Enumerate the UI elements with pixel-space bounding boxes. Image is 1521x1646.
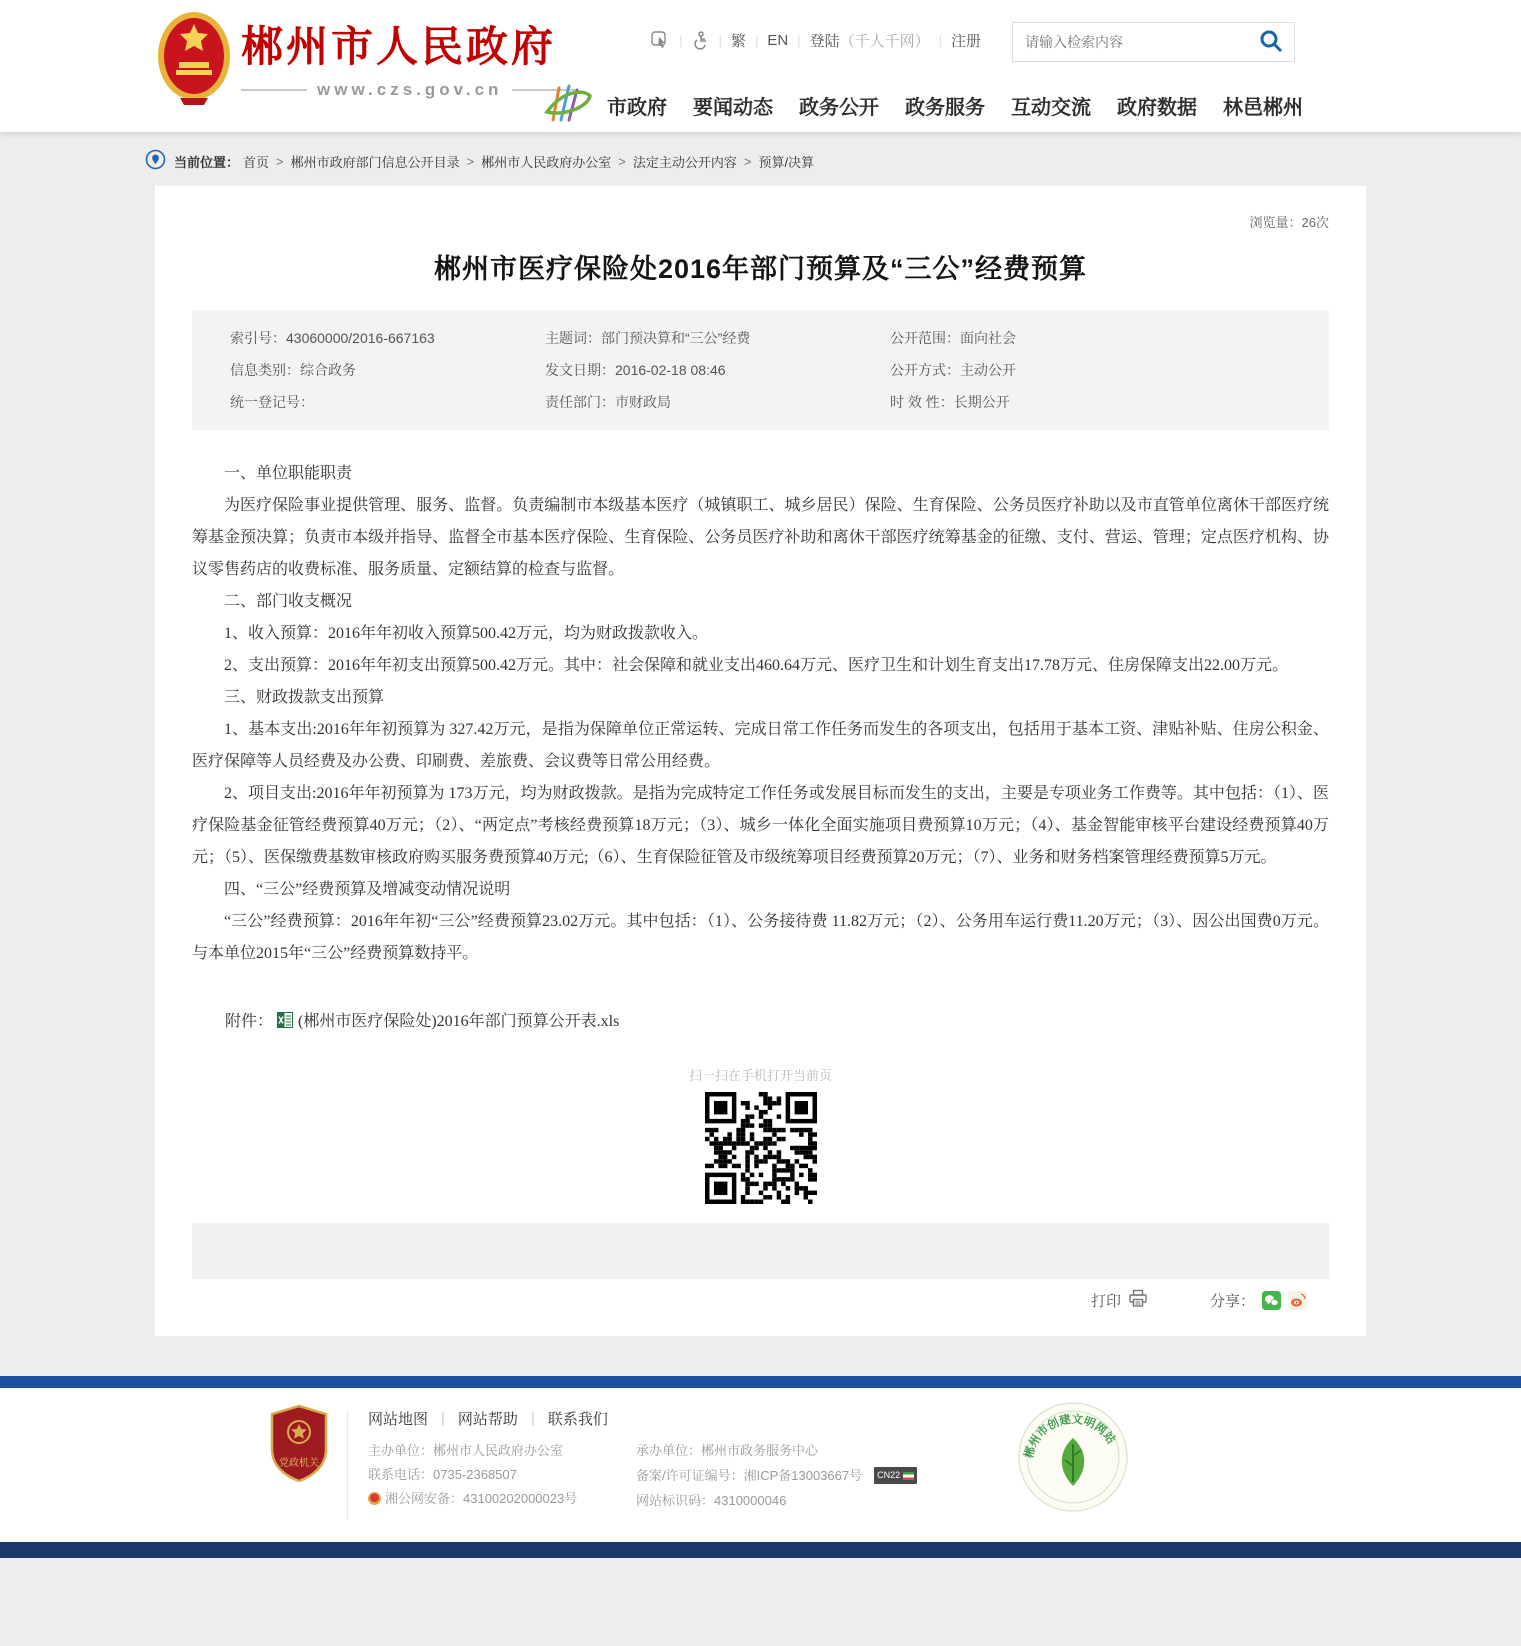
- english-link[interactable]: EN: [767, 32, 789, 49]
- civilized-website-badge: [1016, 1400, 1130, 1519]
- site-logo: [155, 10, 578, 111]
- search-box: [1012, 22, 1295, 62]
- breadcrumb-directory[interactable]: 郴州市政府部门信息公开目录: [290, 154, 460, 170]
- separator: |: [754, 33, 759, 48]
- meta-field-index-no: 索引号：43060000/2016-667163: [230, 330, 435, 346]
- article-paragraph: 1、基本支出:2016年年初预算为 327.42万元，是指为保障单位正常运转、完成日常工作任务而发生的各项支出，包括用于基本工资、津贴补贴、住房公积金、医疗保障等人员经费及办公费、印刷费、差旅费、会议费等日常公用经费。: [192, 721, 1329, 770]
- gov-badge-text: 党政机关: [279, 1458, 319, 1469]
- search-icon: [1258, 28, 1284, 57]
- footer-link-sitemap[interactable]: 网站地图: [368, 1411, 429, 1428]
- footer-phone: 联系电话：0735-2368507: [368, 1467, 517, 1482]
- footer-links: [368, 1408, 917, 1429]
- nav-item-interaction[interactable]: 互动交流: [1011, 97, 1091, 119]
- separator: |: [679, 33, 683, 48]
- separator: |: [938, 33, 942, 48]
- breadcrumb-label: 当前位置：: [174, 154, 240, 170]
- separator: |: [441, 1410, 445, 1427]
- article-paragraph: 二、部门收支概况: [224, 593, 353, 610]
- site-header: [0, 0, 1521, 132]
- article-card: [155, 186, 1366, 1336]
- accessibility-icon[interactable]: [692, 31, 710, 50]
- site-url-row: [241, 80, 578, 100]
- bottom-bar: [0, 1542, 1521, 1558]
- meta-field-date: 发文日期：2016-02-18 08:46: [545, 362, 726, 378]
- breadcrumb-home[interactable]: 首页: [243, 154, 270, 170]
- main-nav: [543, 82, 1329, 129]
- attachment-row: [225, 1008, 1329, 1031]
- article-paragraph: 2、项目支出:2016年年初预算为 173万元，均为财政拨款。是指为完成特定工作任务或发展目标而发生的支出，主要是专项业务工作费等。其中包括：（1）、医疗保险基金征管经费预算40万元；（2）、“两定点”考核经费预算18万元；（3）、城乡一体化全面实施项目费预算10万元；（4）、基金智能审核平台建设经费预算40万元；（5）、医保缴费基数审核政府购买服务费预算40万元;（6）、生育保险征管及市级统筹项目经费预算20万元；（7）、业务和财务档案管理经费预算5万元。: [192, 785, 1329, 866]
- footer-icp: 备案/许可证编号：湘ICP备13003667号 CN22: [636, 1467, 917, 1484]
- separator: >: [466, 153, 475, 169]
- article-paragraph: 一、单位职能职责: [224, 465, 353, 482]
- separator: |: [530, 1410, 535, 1427]
- meta-field-validity: 时 效 性：长期公开: [890, 394, 1010, 410]
- divider: [347, 1410, 348, 1520]
- footer-main: [368, 1408, 917, 1508]
- decor-line: [241, 89, 307, 91]
- breadcrumb-budget[interactable]: 预算/决算: [758, 154, 815, 170]
- separator: >: [618, 153, 626, 169]
- brand-mark-icon: [543, 82, 593, 129]
- register-link[interactable]: 注册: [950, 33, 981, 50]
- national-emblem-logo: [155, 10, 233, 111]
- meta-table: [192, 310, 1329, 430]
- print-label: 打印: [1090, 1293, 1121, 1310]
- cn22-badge[interactable]: CN22: [874, 1467, 917, 1484]
- qr-area: [192, 1065, 1329, 1209]
- breadcrumb-office[interactable]: 郴州市人民政府办公室: [481, 154, 612, 170]
- article-paragraph: 为医疗保险事业提供管理、服务、监督。负责编制市本级基本医疗（城镇职工、城乡居民）保险、生育保险、公务员医疗补助以及市直管单位离休干部医疗统筹基金预决算；负责市本级并指导、监督全市基本医疗保险、生育保险、公务员医疗补助和离休干部医疗统筹基金的征缴、支付、营运、管理；定点医疗机构、协议零售药店的收费标准、服务质量、定额结算的检查与监督。: [192, 497, 1329, 578]
- attachment-link[interactable]: (郴州市医疗保险处)2016年部门预算公开表.xls: [298, 1013, 620, 1030]
- share-label: 分享：: [1209, 1293, 1255, 1310]
- meta-field-scope: 公开范围：面向社会: [890, 330, 1016, 346]
- footer-organizer: 主办单位：郴州市人民政府办公室: [368, 1443, 564, 1458]
- print-share-bar: [192, 1289, 1329, 1312]
- meta-field-method: 公开方式：主动公开: [890, 362, 1016, 378]
- weibo-share-icon[interactable]: [1288, 1291, 1307, 1310]
- nav-item-city-gov[interactable]: 市政府: [607, 97, 667, 119]
- separator: |: [797, 33, 801, 48]
- article-paragraph: 四、“三公”经费预算及增减变动情况说明: [224, 881, 511, 898]
- footer-info-right: [636, 1443, 917, 1508]
- site-title: 郴州市人民政府: [241, 23, 557, 70]
- hand-pointer-icon[interactable]: [651, 31, 670, 50]
- green-badge-text: 郴州市创建文明网站: [1023, 1413, 1117, 1460]
- article-paragraph: “三公”经费预算：2016年年初“三公”经费预算23.02万元。其中包括：（1）、公务接待费 11.82万元；（2）、公务用车运行费11.20万元；（3）、因公出国费0万元。与本单位2015年“三公”经费预算数持平。: [192, 913, 1329, 962]
- article-paragraph: 2、支出预算：2016年年初支出预算500.42万元。其中：社会保障和就业支出460.64万元、医疗卫生和计划生育支出17.78万元、住房保障支出22.00万元。: [224, 657, 1289, 674]
- login-link[interactable]: 登陆（千人千网）: [809, 33, 930, 50]
- site-footer: [0, 1388, 1521, 1542]
- attachment-label: 附件：: [225, 1013, 274, 1030]
- site-url: www.czs.gov.cn: [317, 80, 503, 99]
- footer-blue-bar: [0, 1376, 1521, 1388]
- traditional-chinese-link[interactable]: 繁: [730, 33, 746, 50]
- party-gov-badge-icon: [268, 1404, 330, 1489]
- location-pin-icon: [145, 149, 166, 173]
- qr-code: [705, 1092, 817, 1204]
- page-title: 郴州市医疗保险处2016年部门预算及“三公”经费预算: [433, 254, 1088, 284]
- printer-icon: [1128, 1289, 1148, 1312]
- wechat-share-icon[interactable]: [1262, 1291, 1281, 1310]
- article-paragraph: 三、财政拨款支出预算: [224, 689, 385, 706]
- breadcrumb-legal-disclosure[interactable]: 法定主动公开内容: [632, 154, 737, 170]
- footer-site-id: 网站标识码：4310000046: [636, 1493, 787, 1508]
- view-count: 浏览量：26次: [1249, 215, 1329, 230]
- qr-caption: 扫一扫在手机打开当前页: [688, 1068, 832, 1083]
- meta-field-category: 信息类别：综合政务: [230, 362, 356, 378]
- nav-item-gov-data[interactable]: 政府数据: [1117, 97, 1197, 119]
- search-button[interactable]: [1248, 23, 1294, 61]
- nav-item-news[interactable]: 要闻动态: [693, 97, 773, 119]
- footer-link-contact[interactable]: 联系我们: [547, 1411, 608, 1428]
- nav-item-linyi-chenzhou[interactable]: 林邑郴州: [1223, 97, 1303, 119]
- nav-item-services[interactable]: 政务服务: [905, 97, 985, 119]
- excel-file-icon: [277, 1012, 293, 1028]
- meta-field-registration-no: 统一登记号：: [230, 394, 314, 410]
- print-button[interactable]: [1091, 1289, 1148, 1312]
- article-body: [192, 458, 1329, 970]
- toolbar-strip: [192, 1223, 1329, 1279]
- footer-undertaker: 承办单位：郴州市政务服务中心: [636, 1443, 819, 1458]
- separator: >: [276, 153, 284, 169]
- cn22-flag-icon: [903, 1472, 914, 1480]
- footer-info-left: [368, 1443, 636, 1508]
- meta-field-keywords: 主题词：部门预决算和“三公”经费: [545, 330, 751, 346]
- meta-field-department: 责任部门：市财政局: [545, 394, 671, 410]
- separator: >: [743, 153, 752, 169]
- share-row: [1210, 1290, 1307, 1311]
- public-security-badge-icon: [368, 1492, 381, 1505]
- search-input[interactable]: [1013, 23, 1248, 61]
- breadcrumb: [145, 148, 1521, 174]
- utility-bar: [651, 30, 981, 51]
- separator: |: [718, 33, 722, 48]
- article-paragraph: 1、收入预算：2016年年初收入预算500.42万元，均为财政拨款收入。: [224, 625, 709, 642]
- nav-item-gov-affairs[interactable]: 政务公开: [799, 97, 879, 119]
- footer-public-security: 湘公网安备：43100202000023号: [368, 1491, 636, 1506]
- footer-link-help[interactable]: 网站帮助: [457, 1411, 518, 1428]
